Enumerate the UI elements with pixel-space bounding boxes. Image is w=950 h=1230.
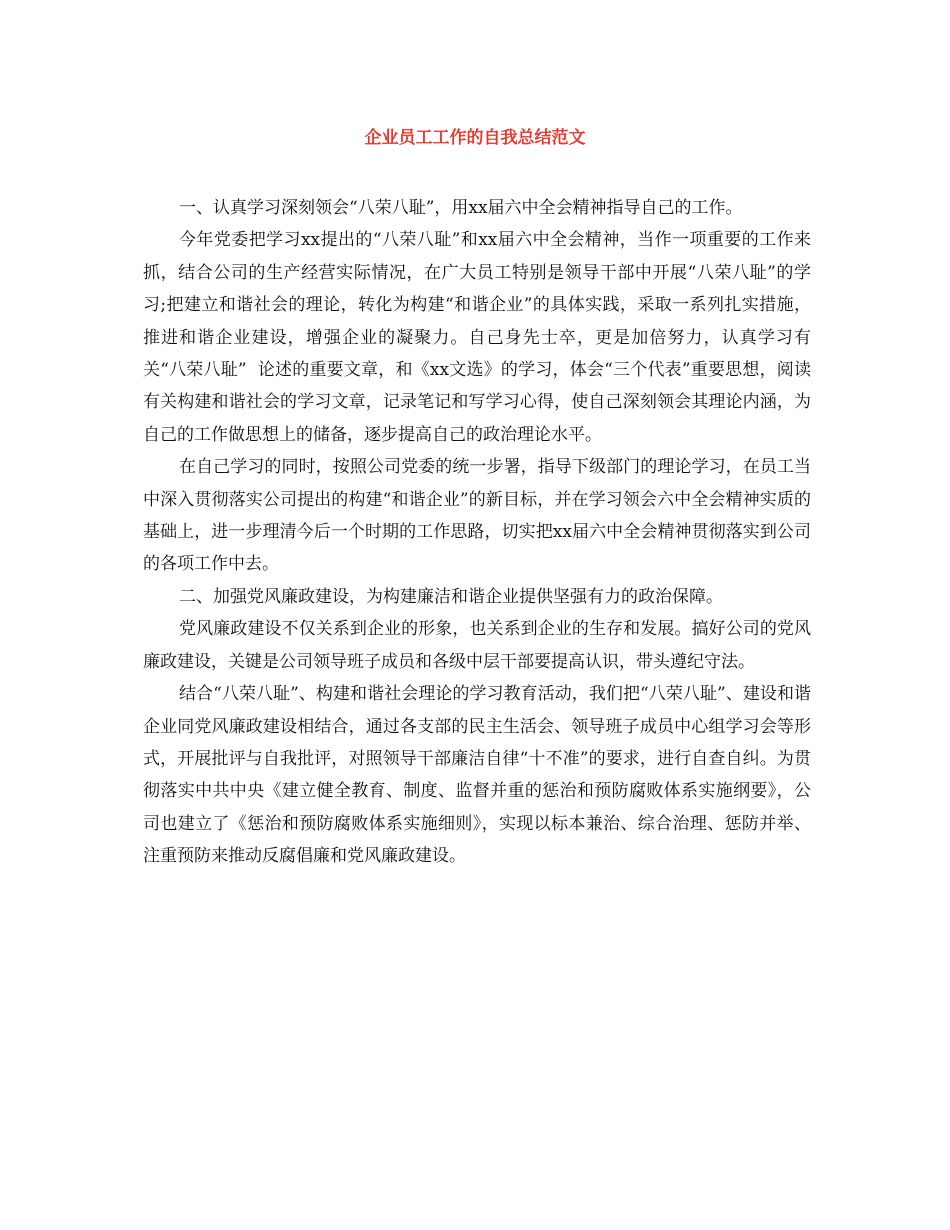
paragraph-section-one-heading: 一、认真学习深刻领会“八荣八耻”，用xx届六中全会精神指导自己的工作。 bbox=[179, 198, 743, 218]
document-body bbox=[143, 192, 811, 873]
paragraph-integrity-measures: 结合“八荣八耻”、构建和谐社会理论的学习教育活动，我们把“八荣八耻”、建设和谐企业同党风廉政建设相结合，通过各支部的民主生活会、领导班子成员中心组学习会等形式，开展批评与自我批评，对照领导干部廉洁自律“十不准”的要求，进行自查自纠。为贯彻落实中共中央《建立健全教育、制度、监督并重的惩治和预防腐败体系实施纲要》，公司也建立了《惩治和预防腐败体系实施细则》，实现以标本兼治、综合治理、惩防并举、注重预防来推动反腐倡廉和党风廉政建设。 bbox=[143, 684, 811, 867]
document-title: 企业员工工作的自我总结范文 bbox=[364, 128, 586, 148]
paragraph-integrity-importance: 党风廉政建设不仅关系到企业的形象，也关系到企业的生存和发展。搞好公司的党风廉政建设，关键是公司领导班子成员和各级中层干部要提高认识，带头遵纪守法。 bbox=[143, 619, 811, 672]
paragraph-section-two-heading: 二、加强党风廉政建设，为构建廉洁和谐企业提供坚强有力的政治保障。 bbox=[179, 586, 723, 607]
paragraph-study-plan: 今年党委把学习xx提出的“八荣八耻”和xx届六中全会精神，当作一项重要的工作来抓，结合公司的生产经营实际情况，在广大员工特别是领导干部中开展“八荣八耻”的学习;把建立和谐社会的理论，转化为构建“和谐企业”的具体实践，采取一系列扎实措施，推进和谐企业建设，增强企业的凝聚力。自己身先士卒，更是加倍努力，认真学习有关“八荣八耻” 论述的重要文章，和《xx文选》的学习，体会“三个代表”重要思想，阅读有关构建和谐社会的学习文章，记录笔记和写学习心得，使自己深刻领会其理论内涵，为自己的工作做思想上的储备，逐步提高自己的政治理论水平。 bbox=[143, 230, 811, 445]
paragraph-guidance: 在自己学习的同时，按照公司党委的统一步署，指导下级部门的理论学习，在员工当中深入贯彻落实公司提出的构建“和谐企业”的新目标，并在学习领会六中全会精神实质的基础上，进一步理清今后一个时期的工作思路，切实把xx届六中全会精神贯彻落实到公司的各项工作中去。 bbox=[143, 457, 811, 575]
